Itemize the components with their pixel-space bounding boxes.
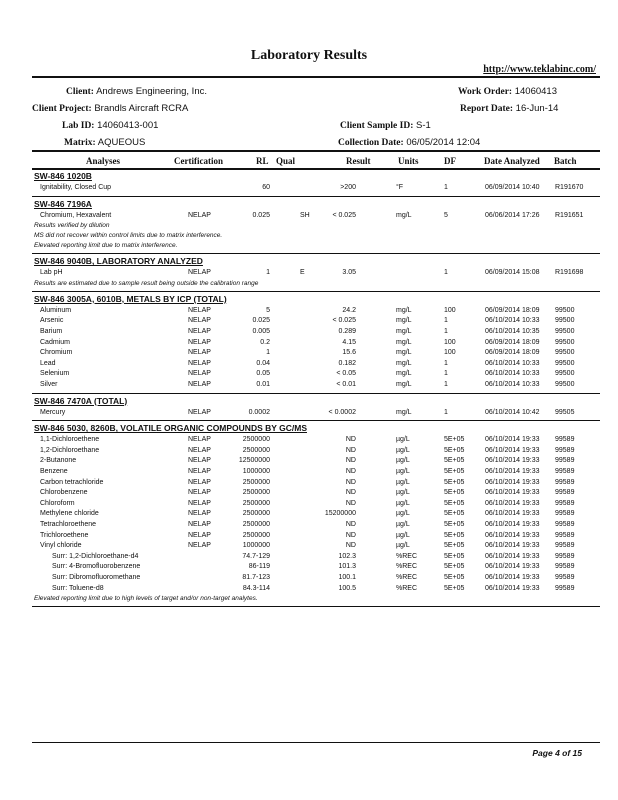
cell-batch: 99500	[555, 317, 575, 325]
cell-df: 5E+05	[444, 552, 465, 560]
cell-units: µg/L	[396, 489, 410, 497]
section-header: SW-846 7196A	[34, 198, 92, 209]
cell-result: 3.05	[342, 269, 356, 277]
table-row	[0, 468, 618, 479]
reportdate-field	[460, 103, 558, 114]
cell-result: 100.1	[338, 574, 356, 581]
cell-cert: NELAP	[188, 457, 211, 465]
cell-batch: 99589	[555, 521, 575, 528]
table-row	[0, 447, 618, 458]
cell-batch: R191651	[555, 211, 584, 219]
cell-date: 06/09/2014 15:08	[485, 269, 540, 277]
col-batch: Batch	[554, 156, 577, 166]
client-value: Andrews Engineering, Inc.	[96, 86, 207, 97]
cell-units: °F	[396, 184, 404, 191]
cell-df: 5E+05	[444, 499, 465, 507]
cell-rl: 0.025	[252, 317, 270, 325]
cell-rl: 0.04	[256, 359, 270, 367]
cell-date: 06/10/2014 10:42	[485, 408, 540, 416]
cell-cert: NELAP	[188, 499, 211, 507]
cell-cert: NELAP	[188, 381, 211, 388]
table-row	[0, 370, 618, 381]
cell-units: mg/L	[396, 306, 412, 314]
cell-batch: R191670	[555, 184, 584, 191]
cell-qual: SH	[300, 211, 310, 219]
col-units: Units	[398, 156, 419, 166]
cell-result: 15.6	[342, 349, 356, 357]
table-row	[0, 360, 618, 371]
cell-analyte: Surr: 4-Bromofluorobenzene	[52, 563, 141, 571]
cell-qual: E	[300, 269, 305, 277]
cell-rl: 1	[266, 349, 270, 357]
table-row	[0, 574, 618, 585]
sampleid-value: S-1	[416, 120, 431, 131]
cell-result: ND	[345, 478, 356, 486]
cell-df: 1	[444, 359, 448, 367]
cell-units: µg/L	[396, 542, 410, 550]
col-df: DF	[444, 156, 456, 166]
cell-cert: NELAP	[188, 269, 211, 277]
cell-batch: 99589	[555, 584, 575, 592]
cell-date: 06/09/2014 18:09	[485, 349, 540, 357]
cell-units: mg/L	[396, 381, 412, 388]
cell-date: 06/10/2014 10:35	[485, 328, 540, 335]
footer-rule	[32, 742, 600, 743]
cell-result: < 0.025	[332, 317, 356, 325]
cell-date: 06/10/2014 19:33	[485, 552, 540, 560]
cell-rl: 0.01	[256, 381, 270, 388]
cell-analyte: Tetrachloroethene	[40, 521, 97, 528]
col-date-analyzed: Date Analyzed	[484, 156, 540, 166]
table-row	[0, 542, 618, 553]
cell-units: mg/L	[396, 338, 412, 346]
cell-date: 06/10/2014 19:33	[485, 542, 540, 550]
cell-date: 06/10/2014 19:33	[485, 436, 540, 444]
cell-batch: 99589	[555, 531, 575, 539]
table-row	[0, 381, 618, 392]
cell-batch: 99500	[555, 306, 575, 314]
project-value: Brandls Aircraft RCRA	[94, 103, 189, 114]
cell-rl: 0.05	[256, 370, 270, 378]
cell-analyte: Arsenic	[40, 317, 64, 325]
cell-batch: R191698	[555, 269, 584, 277]
cell-date: 06/10/2014 10:33	[485, 370, 540, 378]
table-row	[0, 489, 618, 500]
cell-cert: NELAP	[188, 359, 211, 367]
cell-rl: 0.2	[260, 338, 270, 346]
client-label: Client:	[66, 87, 94, 97]
cell-units: µg/L	[396, 436, 410, 444]
cell-units: %REC	[396, 563, 418, 571]
cell-rl: 12500000	[238, 457, 270, 465]
cell-cert: NELAP	[188, 328, 211, 335]
cell-date: 06/10/2014 19:33	[485, 499, 540, 507]
cell-rl: 5	[266, 306, 270, 314]
cell-batch: 99505	[555, 408, 575, 416]
cell-analyte: 2-Butanone	[40, 457, 77, 465]
cell-date: 06/10/2014 19:33	[485, 584, 540, 592]
labid-label: Lab ID:	[62, 121, 95, 131]
cell-date: 06/09/2014 18:09	[485, 338, 540, 346]
cell-df: 5E+05	[444, 542, 465, 550]
cell-cert: NELAP	[188, 510, 211, 518]
cell-date: 06/10/2014 19:33	[485, 446, 540, 454]
cell-date: 06/09/2014 10:40	[485, 184, 540, 191]
cell-df: 1	[444, 269, 448, 277]
cell-batch: 99589	[555, 489, 575, 497]
cell-batch: 99589	[555, 552, 575, 560]
cell-df: 5E+05	[444, 510, 465, 518]
cell-result: < 0.0002	[328, 408, 356, 416]
table-row	[0, 510, 618, 521]
cell-batch: 99589	[555, 563, 575, 571]
cell-units: %REC	[396, 584, 418, 592]
table-row	[0, 500, 618, 511]
cell-units: µg/L	[396, 510, 410, 518]
cell-cert: NELAP	[188, 306, 211, 314]
cell-df: 1	[444, 328, 448, 335]
cell-units: µg/L	[396, 531, 410, 539]
cell-batch: 99589	[555, 436, 575, 444]
cell-result: 0.289	[338, 328, 356, 335]
cell-units: µg/L	[396, 499, 410, 507]
cell-analyte: Methylene chloride	[40, 510, 99, 518]
cell-result: 101.3	[338, 563, 356, 571]
section-header: SW-846 9040B, LABORATORY ANALYZED	[34, 256, 203, 267]
cell-batch: 99589	[555, 468, 575, 475]
sampleid-field	[340, 120, 431, 131]
cell-df: 1	[444, 370, 448, 378]
col-result: Result	[346, 156, 371, 166]
cell-rl: 2500000	[242, 436, 270, 444]
cell-units: µg/L	[396, 478, 410, 486]
cell-rl: 0.005	[252, 328, 270, 335]
section-rule	[32, 196, 600, 197]
cell-date: 06/10/2014 19:33	[485, 468, 540, 475]
cell-batch: 99589	[555, 478, 575, 486]
cell-rl: 0.0002	[248, 408, 270, 416]
cell-result: ND	[345, 521, 356, 528]
cell-batch: 99589	[555, 446, 575, 454]
cell-result: 4.15	[342, 338, 356, 346]
cell-rl: 2500000	[242, 521, 270, 528]
cell-result: ND	[345, 436, 356, 444]
cell-analyte: Chlorobenzene	[40, 489, 88, 497]
workorder-label: Work Order:	[458, 87, 513, 97]
client-field	[66, 86, 207, 97]
cell-cert: NELAP	[188, 349, 211, 357]
table-row	[0, 307, 618, 318]
cell-result: >200	[340, 184, 356, 191]
cell-df: 5E+05	[444, 436, 465, 444]
matrix-field	[64, 137, 145, 148]
cell-df: 1	[444, 408, 448, 416]
cell-result: ND	[345, 542, 356, 550]
cell-units: mg/L	[396, 211, 412, 219]
cell-date: 06/09/2014 18:09	[485, 306, 540, 314]
cell-result: ND	[345, 457, 356, 465]
cell-date: 06/10/2014 19:33	[485, 521, 540, 528]
cell-analyte: Barium	[40, 328, 63, 335]
cell-df: 5E+05	[444, 478, 465, 486]
cell-df: 100	[444, 306, 456, 314]
cell-date: 06/10/2014 19:33	[485, 574, 540, 581]
cell-batch: 99500	[555, 328, 575, 335]
cell-df: 5E+05	[444, 457, 465, 465]
section-rule	[32, 606, 600, 607]
cell-result: ND	[345, 446, 356, 454]
cell-date: 06/10/2014 19:33	[485, 489, 540, 497]
table-row	[0, 553, 618, 564]
labid-value: 14060413-001	[97, 120, 159, 131]
cell-analyte: Chloroform	[40, 499, 75, 507]
cell-units: %REC	[396, 574, 418, 581]
cell-rl: 2500000	[242, 499, 270, 507]
result-note: Elevated reporting limit due to matrix interference.	[34, 242, 178, 250]
cell-analyte: Aluminum	[40, 306, 72, 314]
cell-date: 06/10/2014 19:33	[485, 563, 540, 571]
cell-analyte: Benzene	[40, 468, 68, 475]
cell-date: 06/10/2014 19:33	[485, 531, 540, 539]
table-row	[0, 349, 618, 360]
result-note: Results verified by dilution	[34, 222, 110, 230]
cell-result: 102.3	[338, 552, 356, 560]
cell-units: µg/L	[396, 521, 410, 528]
section-header: SW-846 5030, 8260B, VOLATILE ORGANIC COMPOUNDS BY GC/MS	[34, 423, 307, 434]
cell-cert: NELAP	[188, 542, 211, 550]
cell-cert: NELAP	[188, 446, 211, 454]
cell-units: mg/L	[396, 370, 412, 378]
table-row	[0, 479, 618, 490]
cell-rl: 1	[266, 269, 270, 277]
workorder-field	[458, 86, 557, 97]
column-header-rule	[32, 168, 600, 170]
page-number: Page 4 of 15	[532, 748, 582, 758]
cell-analyte: Cadmium	[40, 338, 70, 346]
section-rule	[32, 420, 600, 421]
cell-result: 15200000	[324, 510, 356, 518]
cell-cert: NELAP	[188, 478, 211, 486]
cell-units: µg/L	[396, 446, 410, 454]
cell-df: 5E+05	[444, 531, 465, 539]
cell-batch: 99500	[555, 359, 575, 367]
cell-df: 1	[444, 381, 448, 388]
cell-date: 06/10/2014 10:33	[485, 381, 540, 388]
cell-df: 5E+05	[444, 574, 465, 581]
cell-cert: NELAP	[188, 531, 211, 539]
cell-batch: 99589	[555, 499, 575, 507]
cell-result: 100.5	[338, 584, 356, 592]
table-row	[0, 339, 618, 350]
cell-batch: 99589	[555, 574, 575, 581]
cell-df: 5E+05	[444, 446, 465, 454]
col-analyses: Analyses	[86, 156, 121, 166]
table-row	[0, 585, 618, 596]
reportdate-value: 16-Jun-14	[515, 103, 559, 114]
cell-df: 1	[444, 317, 448, 325]
cell-result: ND	[345, 499, 356, 507]
table-row	[0, 184, 618, 195]
cell-rl: 86-119	[248, 563, 270, 571]
result-note: MS did not recover within control limits due to matrix interference.	[34, 232, 223, 240]
cell-date: 06/10/2014 10:33	[485, 359, 540, 367]
section-header: SW-846 7470A (TOTAL)	[34, 395, 128, 406]
result-note: Results are estimated due to sample result being outside the calibration range	[34, 279, 259, 287]
cell-units: %REC	[396, 552, 418, 560]
cell-batch: 99500	[555, 381, 575, 388]
cell-cert: NELAP	[188, 211, 211, 219]
cell-rl: 2500000	[242, 446, 270, 454]
cell-df: 5	[444, 211, 448, 219]
cell-date: 06/06/2014 17:26	[485, 211, 540, 219]
cell-analyte: Carbon tetrachloride	[40, 478, 104, 486]
cell-date: 06/10/2014 10:33	[485, 317, 540, 325]
lab-website-link[interactable]: http://www.teklabinc.com/	[483, 64, 596, 75]
cell-analyte: 1,2-Dichloroethane	[40, 446, 100, 454]
cell-rl: 2500000	[242, 510, 270, 518]
reportdate-label: Report Date:	[460, 104, 514, 114]
section-header: SW-846 1020B	[34, 171, 92, 181]
cell-rl: 1000000	[242, 542, 270, 550]
cell-batch: 99589	[555, 542, 575, 550]
section-header: SW-846 3005A, 6010B, METALS BY ICP (TOTAL)	[34, 293, 227, 304]
project-field	[32, 103, 188, 114]
cell-rl: 84.3-114	[242, 584, 270, 592]
cell-result: ND	[345, 489, 356, 497]
cell-analyte: Selenium	[40, 370, 70, 378]
cell-cert: NELAP	[188, 338, 211, 346]
cell-result: 24.2	[342, 306, 356, 314]
cell-units: µg/L	[396, 468, 410, 475]
cell-rl: 2500000	[242, 531, 270, 539]
cell-units: mg/L	[396, 328, 412, 335]
table-row	[0, 521, 618, 532]
cell-cert: NELAP	[188, 408, 211, 416]
cell-cert: NELAP	[188, 521, 211, 528]
cell-df: 5E+05	[444, 468, 465, 475]
cell-cert: NELAP	[188, 436, 211, 444]
cell-analyte: Surr: Toluene-d8	[52, 584, 104, 592]
cell-analyte: Surr: 1,2-Dichloroethane-d4	[52, 552, 139, 560]
cell-batch: 99500	[555, 370, 575, 378]
col-rl: RL	[256, 156, 269, 166]
meta-rule	[32, 150, 600, 152]
section-rule	[32, 393, 600, 394]
cell-units: mg/L	[396, 349, 412, 357]
table-row	[0, 409, 618, 420]
cell-batch: 99500	[555, 349, 575, 357]
cell-result: < 0.025	[332, 211, 356, 219]
result-note: Elevated reporting limit due to high levels of target and/or non-target analytes.	[34, 595, 258, 603]
page-title: Laboratory Results	[250, 48, 368, 63]
matrix-value: AQUEOUS	[97, 137, 146, 148]
table-row	[0, 328, 618, 339]
section-rule	[32, 253, 600, 254]
col-certification: Certification	[174, 156, 223, 166]
cell-df: 5E+05	[444, 489, 465, 497]
cell-units: mg/L	[396, 359, 412, 367]
sampleid-label: Client Sample ID:	[340, 121, 414, 131]
cell-batch: 99589	[555, 510, 575, 518]
cell-rl: 2500000	[242, 478, 270, 486]
cell-rl: 0.025	[252, 211, 270, 219]
table-row	[0, 269, 618, 280]
project-label: Client Project:	[32, 104, 92, 114]
cell-analyte: Chromium	[40, 349, 73, 357]
cell-rl: 2500000	[242, 489, 270, 497]
header-rule	[32, 76, 600, 78]
table-row	[0, 317, 618, 328]
cell-df: 5E+05	[444, 584, 465, 592]
matrix-label: Matrix:	[64, 138, 96, 148]
cell-units: mg/L	[396, 317, 412, 325]
cell-result: < 0.05	[336, 370, 356, 378]
table-row	[0, 457, 618, 468]
table-row	[0, 532, 618, 543]
cell-rl: 74.7-129	[242, 552, 270, 560]
cell-rl: 1000000	[242, 468, 270, 475]
cell-date: 06/10/2014 19:33	[485, 510, 540, 518]
cell-analyte: Mercury	[40, 408, 66, 416]
section-rule	[32, 291, 600, 292]
cell-cert: NELAP	[188, 489, 211, 497]
cell-analyte: Chromium, Hexavalent	[40, 211, 112, 219]
cell-analyte: Lab pH	[40, 269, 63, 277]
col-qual: Qual	[276, 156, 296, 166]
cell-analyte: Lead	[40, 359, 56, 367]
cell-result: 0.182	[338, 359, 356, 367]
cell-result: ND	[345, 468, 356, 475]
cell-rl: 81.7-123	[242, 574, 270, 581]
cell-df: 5E+05	[444, 521, 465, 528]
cell-analyte: Silver	[40, 381, 58, 388]
table-row	[0, 563, 618, 574]
workorder-value: 14060413	[514, 86, 558, 97]
cell-df: 100	[444, 338, 456, 346]
cell-df: 1	[444, 184, 448, 191]
cell-df: 5E+05	[444, 563, 465, 571]
cell-units: µg/L	[396, 457, 410, 465]
table-row	[0, 212, 618, 223]
cell-units: mg/L	[396, 408, 412, 416]
cell-cert: NELAP	[188, 468, 211, 475]
cell-date: 06/10/2014 19:33	[485, 478, 540, 486]
cell-result: ND	[345, 531, 356, 539]
cell-batch: 99589	[555, 457, 575, 465]
collection-field	[338, 137, 480, 148]
cell-rl: 60	[262, 184, 270, 191]
cell-result: < 0.01	[336, 381, 356, 388]
cell-analyte: 1,1-Dichloroethene	[40, 436, 100, 444]
cell-analyte: Ignitability, Closed Cup	[40, 184, 112, 191]
cell-df: 100	[444, 349, 456, 357]
cell-analyte: Trichloroethene	[40, 531, 89, 539]
collection-label: Collection Date:	[338, 138, 404, 148]
cell-cert: NELAP	[188, 370, 211, 378]
collection-value: 06/05/2014 12:04	[406, 137, 481, 148]
cell-analyte: Surr: Dibromofluoromethane	[52, 574, 141, 581]
table-row	[0, 436, 618, 447]
cell-cert: NELAP	[188, 317, 211, 325]
cell-date: 06/10/2014 19:33	[485, 457, 540, 465]
labid-field	[62, 120, 158, 131]
cell-analyte: Vinyl chloride	[40, 542, 82, 550]
cell-batch: 99500	[555, 338, 575, 346]
